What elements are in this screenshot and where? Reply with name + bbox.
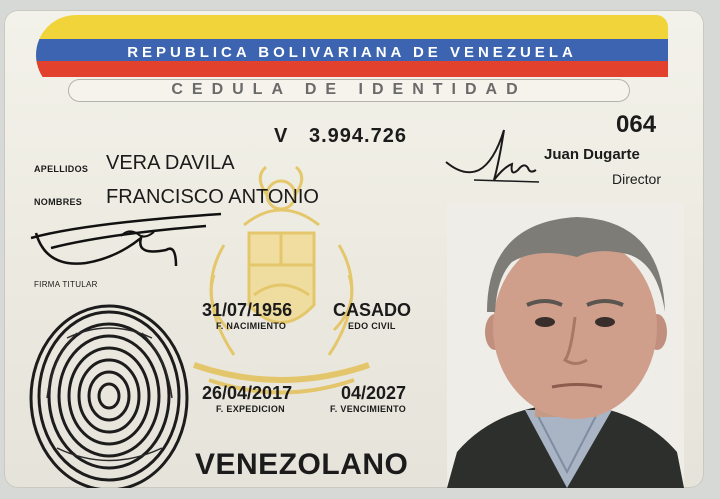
- document-type-title: CEDULA DE IDENTIDAD: [68, 79, 630, 102]
- expiry-date: 04/2027: [341, 383, 407, 403]
- director-name: Juan Dugarte: [544, 146, 640, 163]
- director-title: Director: [612, 171, 662, 187]
- flag-yellow-stripe: [36, 15, 668, 39]
- surnames-label: APELLIDOS: [34, 164, 89, 174]
- civil-status: CASADO: [333, 300, 412, 320]
- expiry-date-label: F. VENCIMIENTO: [330, 404, 407, 414]
- republic-title: REPUBLICA BOLIVARIANA DE VENEZUELA: [127, 44, 577, 61]
- names-label: NOMBRES: [34, 197, 83, 207]
- holder-signature: [26, 208, 231, 276]
- issue-date-label: F. EXPEDICION: [216, 404, 285, 414]
- office-code: 064: [616, 111, 657, 138]
- holder-photo: [447, 202, 684, 488]
- director-signature: [444, 122, 544, 192]
- person-portrait-icon: [447, 202, 684, 488]
- fingerprint-icon: [27, 298, 192, 488]
- id-card: [4, 10, 704, 488]
- issue-date: 26/04/2017: [202, 383, 293, 403]
- surnames-value: VERA DAVILA: [106, 152, 235, 174]
- civil-status-label: EDO CIVIL: [348, 321, 396, 331]
- signature-label: FIRMA TITULAR: [34, 280, 98, 289]
- nationality: VENEZOLANO: [195, 448, 409, 481]
- birth-date: 31/07/1956: [202, 300, 293, 320]
- flag-red-stripe: [36, 61, 668, 77]
- birth-date-label: F. NACIMIENTO: [216, 321, 287, 331]
- id-prefix: V: [274, 125, 288, 147]
- names-value: FRANCISCO ANTONIO: [106, 186, 319, 208]
- id-number: 3.994.726: [309, 125, 407, 147]
